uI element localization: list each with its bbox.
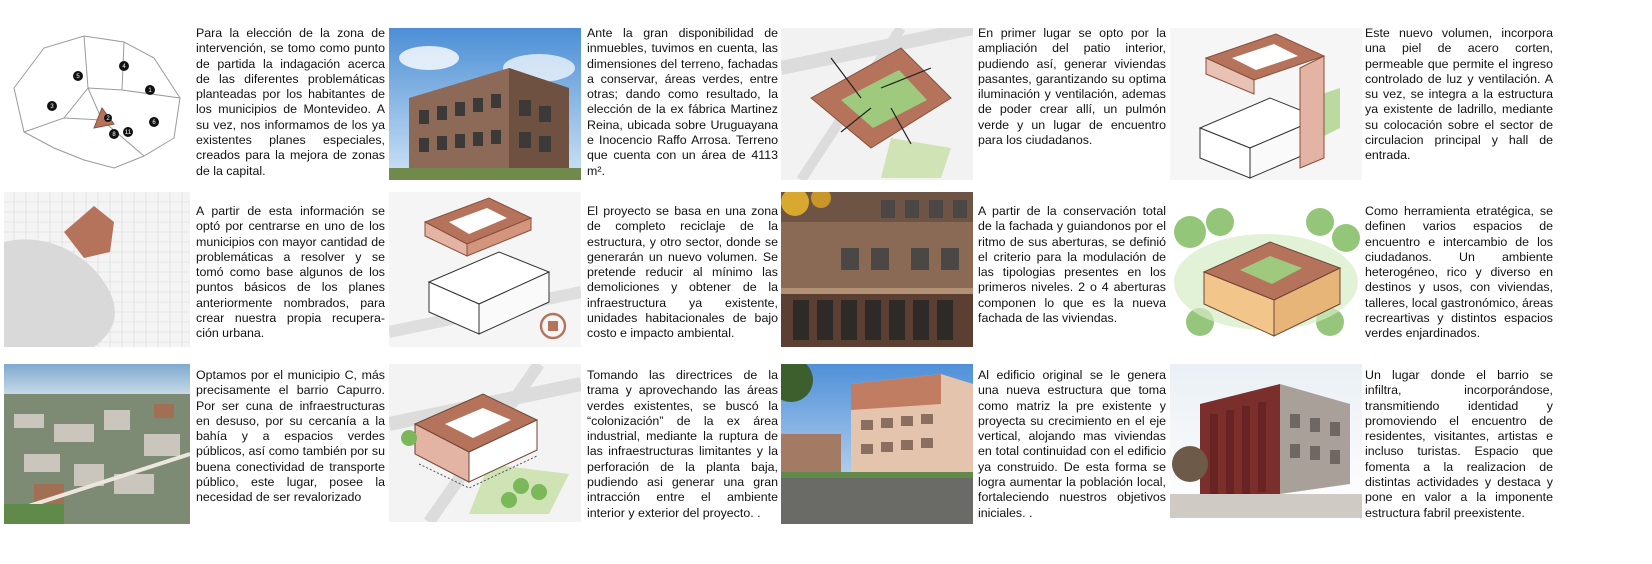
recycle-volume-diagram [389, 192, 581, 347]
panel-text-5: A partir de esta información se optó por centrarse en uno de los municipios con mayor cantidad de problemáticas a resolver y se tomó como base algunos de los puntos básicos de los planes anteriormente nombrados, para crear nuestra propia recupera- ción urbana. [196, 204, 385, 341]
municipalities-map [4, 28, 190, 176]
panel-text-4: Este nuevo volumen, incorpora una piel de acero corten, permeable que permite el ingreso controlado de luz y ventilación. A su vez, se integra a la estructura ya existente de ladrillo, mediante su colocación sobre el sector de circulacion principal y hall de entrada. [1365, 26, 1553, 163]
panel-text-12: Un lugar donde el barrio se infiltra, incorporándose, transmitiendo identidad y promoviendo el encuentro de residentes, visitantes, artistas e incluso turistas. Espacio que fomenta a la realizacion de distintas actividades y destaca y pone en valor a la imponente estructura fabril preexistente. [1365, 368, 1553, 520]
panel-text-10: Tomando las directrices de la trama y aprovechando las áreas verdes existentes, se buscó la “colonización” de la ex área industrial, mediante la ruptura de las infraestructuras limitantes y la perforación de la planta baja, pudiendo asi generar una gran intracción entre el ambiente interior y exterior del proyecto. . [587, 368, 778, 520]
panel-text-6: El proyecto se basa en una zona de completo reciclaje de la estructura, y otro sector, donde se generarán un nuevo volumen. Se pretende reducir al mínimo las demoliciones y obtener de la infraestructura ya existente, unidades habitacionales de bajo costo e impacto ambiental. [587, 204, 778, 341]
final-render [1170, 364, 1362, 518]
panel-text-1: Para la elección de la zona de intervención, se tomo como punto de partida la indagación acerca de las diferentes problemáticas planteadas por los habitantes de los municipios de Montevideo. A su vez, nos informamos de los ya existentes planes especiales, creados para la mejora de zonas de la capital. [196, 26, 385, 178]
map-marker-label: 3 [50, 104, 54, 110]
panel-text-11: Al edificio original se le genera una nueva estructura que toma como matriz la pre existente y proyecta su crecimiento en el eje vertical, alojando mas viviendas en total continuidad con el edificio ya construido. De esta forma se logra aumentar la población local, fortaleciendo nuestros objetivos iniciales. . [978, 368, 1166, 520]
green-spaces-render [1170, 192, 1362, 357]
facade-photo [781, 192, 973, 347]
panel-text-8: Como herramienta etratégica, se definen varios espacios de encuentro e intercambio de los ciudadanos. Un ambiente heterogéneo, rico y diverso en destinos y usos, con viviendas, talleres, local gastronómico, áreas recreartivas y distintos espacios verdes enjardinados. [1365, 204, 1554, 341]
city-map-municipio [4, 192, 190, 347]
panel-text-2: Ante la gran disponibilidad de inmuebles, tuvimos en cuenta, las dimensiones del terreno, fachadas a conservar, áreas verdes, entre otras; dando como resultado, la elección de la ex fábrica Martinez Reina, ubicada sobre Uruguayana e Inocencio Raffo Arrosa. Terreno que cuenta con un área de 4113 m². [587, 26, 778, 178]
map-marker-label: 11 [124, 130, 132, 136]
panel-text-7: A partir de la conservación total de la fachada y guiandonos por el ritmo de sus aberturas, se definió el criterio para la modulación de las tipologias presentes en los primeros niveles. 2 o 4 aberturas componen lo que es la nueva fachada de las viviendas. [978, 204, 1166, 326]
factory-photo [389, 28, 581, 180]
map-marker-label: 4 [122, 64, 126, 70]
vertical-extension-photo [781, 364, 973, 524]
map-marker-label: 6 [152, 120, 156, 126]
colonization-diagram [389, 364, 581, 522]
panel-text-9: Optamos por el municipio C, más precisamente el barrio Capurro. Por ser cuna de infraestructuras en desuso, por su cercanía a la bahía y a espacios verdes públicos, así como también por su buena conectividad de transporte público, este lugar, posee la necesidad de ser revalorizado [196, 368, 385, 505]
map-marker-label: 2 [106, 116, 110, 122]
map-marker-label: 8 [112, 132, 116, 138]
patio-expansion-diagram [781, 28, 973, 180]
panel-text-3: En primer lugar se opto por la ampliación del patio interior, pudiendo así, generar viviendas pasantes, garantizando su optima iluminación y ventilación, ademas de poder crear allí, un pulmón verde y un lugar de encuentro para los ciudadanos. [978, 26, 1166, 148]
aerial-photo-capurro [4, 364, 190, 524]
map-marker-label: 1 [148, 88, 152, 94]
map-marker-label: 5 [76, 74, 80, 80]
corten-volume-diagram [1170, 28, 1362, 180]
